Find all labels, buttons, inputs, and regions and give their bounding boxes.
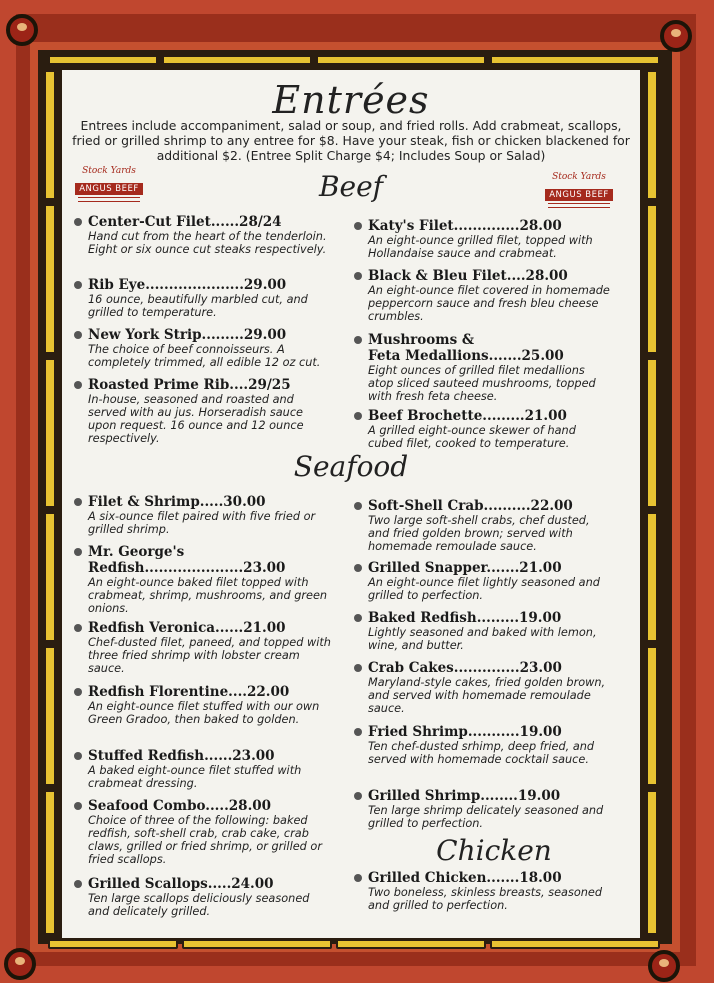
item-name: Baked Redfish.........19.00 bbox=[354, 610, 612, 626]
menu-item bbox=[74, 620, 332, 675]
glass-segment bbox=[646, 70, 658, 200]
menu-item bbox=[74, 798, 332, 866]
item-name: Grilled Snapper.......21.00 bbox=[354, 560, 612, 576]
item-name: New York Strip.........29.00 bbox=[74, 327, 332, 343]
glass-segment bbox=[490, 55, 660, 65]
menu-item bbox=[74, 214, 332, 256]
menu-item bbox=[354, 870, 612, 912]
item-name: Grilled Chicken.......18.00 bbox=[354, 870, 612, 886]
menu-item bbox=[354, 660, 612, 715]
item-name: Crab Cakes..............23.00 bbox=[354, 660, 612, 676]
item-description: The choice of beef connoisseurs. A completely trimmed, all edible 12 oz cut. bbox=[88, 343, 321, 369]
item-description: Chef-dusted filet, paneed, and topped with three fried shrimp with lobster cream sauce. bbox=[88, 636, 331, 675]
glass-segment bbox=[44, 512, 56, 642]
item-description: Choice of three of the following: baked redfish, soft-shell crab, crab cake, crab claws, grilled or fried shrimp, or grilled or fried scallops. bbox=[88, 814, 322, 866]
corner-jewel-icon bbox=[6, 14, 38, 46]
item-description: Ten large shrimp delicately seasoned and grilled to perfection. bbox=[368, 804, 604, 830]
item-description: Lightly seasoned and baked with lemon, wine, and butter. bbox=[368, 626, 597, 652]
glass-segment bbox=[316, 55, 486, 65]
item-description: In-house, seasoned and roasted and served with au jus. Horseradish sauce upon request. 16 ounce and 12 ounce respectively. bbox=[88, 393, 304, 445]
glass-segment bbox=[646, 204, 658, 354]
corner-jewel-icon bbox=[648, 950, 680, 982]
menu-item bbox=[74, 277, 332, 319]
menu-item bbox=[74, 544, 332, 615]
item-name: Grilled Scallops.....24.00 bbox=[74, 876, 332, 892]
glass-segment bbox=[646, 358, 658, 508]
item-description: An eight-ounce filet stuffed with our own Green Gradoo, then baked to golden. bbox=[88, 700, 320, 726]
chicken-heading: Chicken bbox=[436, 834, 552, 867]
item-description: An eight-ounce baked filet topped with crabmeat, shrimp, mushrooms, and green onions. bbox=[88, 576, 328, 615]
item-name: Roasted Prime Rib....29/25 bbox=[74, 377, 332, 393]
menu-item bbox=[354, 610, 612, 652]
glass-segment bbox=[44, 204, 56, 354]
item-description: Ten large scallops deliciously seasoned and delicately grilled. bbox=[88, 892, 310, 918]
glass-segment bbox=[48, 939, 178, 949]
item-description: Hand cut from the heart of the tenderloin. Eight or six ounce cut steaks respectively. bbox=[88, 230, 327, 256]
glass-segment bbox=[162, 55, 312, 65]
glass-segment bbox=[336, 939, 486, 949]
corner-jewel-icon bbox=[4, 948, 36, 980]
menu-item bbox=[74, 494, 332, 536]
item-description: A grilled eight-ounce skewer of hand cubed filet, cooked to temperature. bbox=[368, 424, 576, 450]
angus-beef-logo: Stock Yards ANGUS BEEF bbox=[544, 172, 614, 210]
menu-item bbox=[354, 268, 612, 323]
item-description: An eight-ounce filet covered in homemade peppercorn sauce and fresh bleu cheese crumbles. bbox=[368, 284, 610, 323]
menu-item bbox=[354, 788, 612, 830]
menu-item bbox=[354, 218, 612, 260]
menu-item bbox=[74, 327, 332, 369]
menu-item bbox=[354, 332, 612, 403]
menu-item bbox=[74, 684, 332, 726]
item-description: Eight ounces of grilled filet medallions atop sliced sauteed mushrooms, topped with fresh feta cheese. bbox=[368, 364, 596, 403]
item-name: Mushrooms & Feta Medallions.......25.00 bbox=[354, 332, 612, 364]
glass-segment bbox=[490, 939, 660, 949]
item-name: Rib Eye.....................29.00 bbox=[74, 277, 332, 293]
glass-segment bbox=[182, 939, 332, 949]
corner-jewel-icon bbox=[660, 20, 692, 52]
item-name: Black & Bleu Filet....28.00 bbox=[354, 268, 612, 284]
item-name: Redfish Florentine....22.00 bbox=[74, 684, 332, 700]
glass-segment bbox=[646, 512, 658, 642]
glass-segment bbox=[44, 790, 56, 935]
entrees-intro: Entrees include accompaniment, salad or soup, and fried rolls. Add crabmeat, scallops, fried or grilled shrimp to any entree for $8. Have your steak, fish or chicken blackened for additional $2. (Entree Split Charge $4; Includes Soup or Salad) bbox=[72, 118, 630, 163]
item-description: A six-ounce filet paired with five fried or grilled shrimp. bbox=[88, 510, 316, 536]
glass-segment bbox=[646, 790, 658, 935]
item-description: Two large soft-shell crabs, chef dusted, and fried golden brown; served with homemade remoulade sauce. bbox=[368, 514, 590, 553]
item-name: Soft-Shell Crab..........22.00 bbox=[354, 498, 612, 514]
menu-item bbox=[354, 724, 612, 766]
item-name: Center-Cut Filet......28/24 bbox=[74, 214, 332, 230]
item-description: An eight-ounce grilled filet, topped with Hollandaise sauce and crabmeat. bbox=[368, 234, 593, 260]
menu-item bbox=[354, 408, 612, 450]
menu-item bbox=[74, 876, 332, 918]
item-name: Redfish Veronica......21.00 bbox=[74, 620, 332, 636]
glass-segment bbox=[48, 55, 158, 65]
item-name: Stuffed Redfish......23.00 bbox=[74, 748, 332, 764]
item-description: Two boneless, skinless breasts, seasoned and grilled to perfection. bbox=[368, 886, 603, 912]
menu-item bbox=[354, 498, 612, 553]
menu-item bbox=[74, 377, 332, 445]
item-description: Maryland-style cakes, fried golden brown, and served with homemade remoulade sauce. bbox=[368, 676, 606, 715]
item-description: Ten chef-dusted srhimp, deep fried, and served with homemade cocktail sauce. bbox=[368, 740, 595, 766]
menu-item bbox=[354, 560, 612, 602]
item-name: Seafood Combo.....28.00 bbox=[74, 798, 332, 814]
glass-segment bbox=[646, 646, 658, 786]
item-name: Filet & Shrimp.....30.00 bbox=[74, 494, 332, 510]
glass-segment bbox=[44, 646, 56, 786]
item-name: Beef Brochette.........21.00 bbox=[354, 408, 612, 424]
beef-heading: Beef bbox=[318, 170, 384, 203]
seafood-heading: Seafood bbox=[293, 450, 409, 483]
glass-segment bbox=[44, 358, 56, 508]
entrees-heading: Entrées bbox=[272, 78, 430, 122]
glass-segment bbox=[44, 70, 56, 200]
item-description: 16 ounce, beautifully marbled cut, and grilled to temperature. bbox=[88, 293, 308, 319]
menu-content bbox=[62, 70, 640, 938]
item-name: Mr. George's Redfish.....................23.00 bbox=[74, 544, 332, 576]
item-name: Fried Shrimp...........19.00 bbox=[354, 724, 612, 740]
item-name: Grilled Shrimp........19.00 bbox=[354, 788, 612, 804]
item-description: A baked eight-ounce filet stuffed with crabmeat dressing. bbox=[88, 764, 302, 790]
menu-item bbox=[74, 748, 332, 790]
item-name: Katy's Filet..............28.00 bbox=[354, 218, 612, 234]
angus-beef-logo: Stock Yards ANGUS BEEF bbox=[74, 166, 144, 204]
item-description: An eight-ounce filet lightly seasoned and grilled to perfection. bbox=[368, 576, 600, 602]
